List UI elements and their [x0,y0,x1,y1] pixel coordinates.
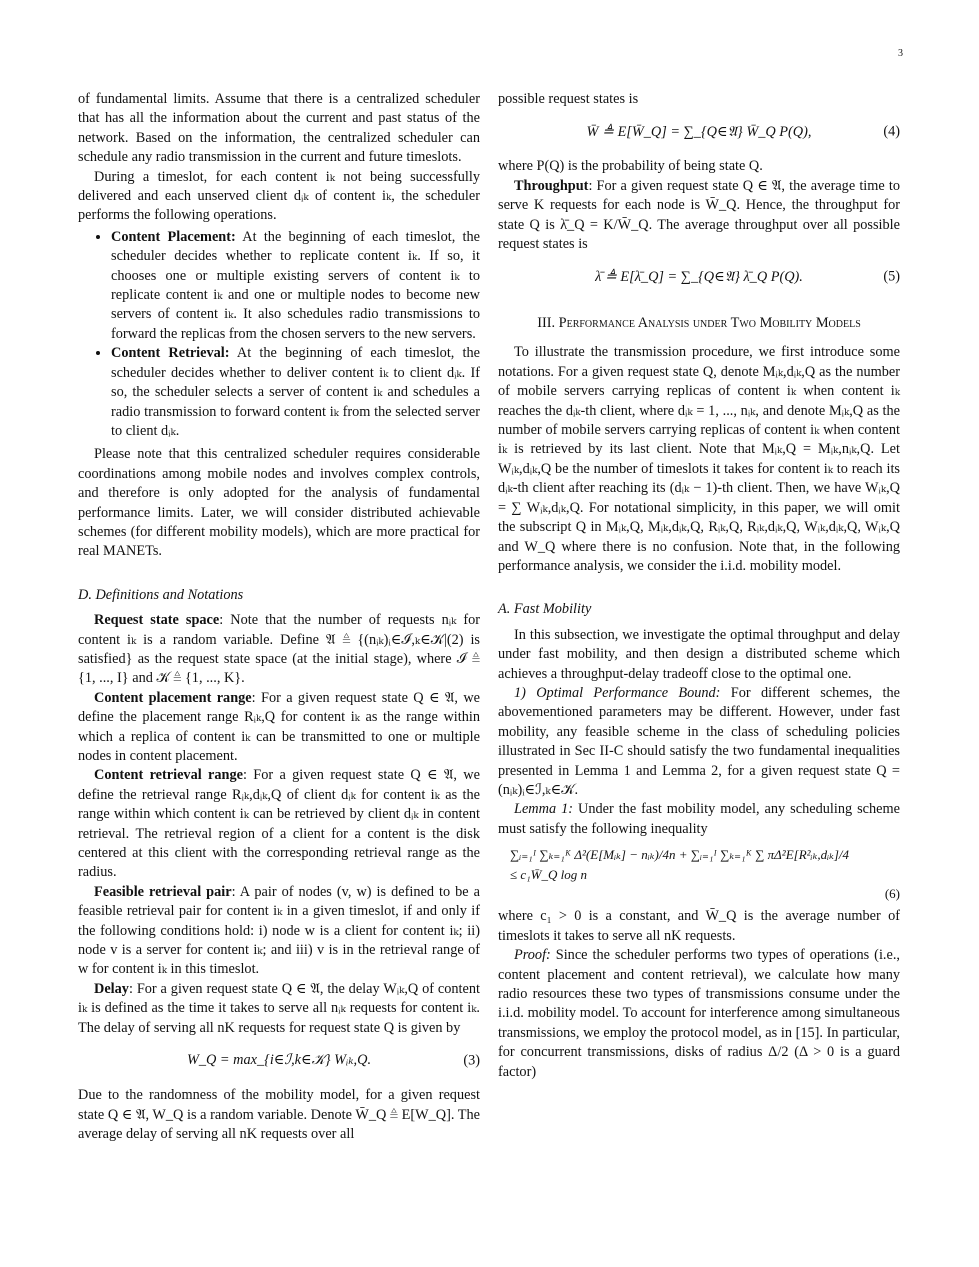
paragraph-text: For different schemes, the abovementioned parameters may be different. However, under fast mobility, any feasible scheme in the class of scheduling policies illustrated in Sec II-C should satisfy the two fundamental inequalities presented in Lemma 1 and Lemma 2, for a given request state Q = (nᵢₖ)ᵢ∈ℐ,ₖ∈𝒦. [498,684,900,798]
bullet-text: At the beginning of each timeslot, the scheduler decides whether to deliver content iₖ to client dᵢₖ. If so, the scheduler selects a server of content iₖ and schedules a radio transmission to forward content iₖ from the selected server to client dᵢₖ. [111,345,480,439]
term: Request state space [94,612,220,629]
bullet-title: Content Retrieval: [111,345,230,362]
list-item [111,344,480,441]
lemma-title: Lemma 1: [514,801,573,818]
equation-3 [78,1042,480,1080]
definition-paragraph [78,883,480,980]
paragraph: To illustrate the transmission procedure, we first introduce some notations. For a given request state Q, denote Mᵢₖ,dᵢₖ,Q as the number of mobile servers carrying replicas of content iₖ when content iₖ reaches the dᵢₖ-th client, where dᵢₖ = 1, ..., nᵢₖ, and denote Mᵢₖ,Q as the number of mobile servers carrying replicas of content iₖ when content iₖ is retrieved by its last client. Note that Mᵢₖ,Q = Mᵢₖ,nᵢₖ,Q. Let Wᵢₖ,dᵢₖ,Q be the number of timeslots it takes for content iₖ to reach its dᵢₖ-th client after reaching its (dᵢₖ − 1)-th client. Then, we have Wᵢₖ,Q = ∑ Wᵢₖ,dᵢₖ,Q. For notational simplicity, in this paper, we will omit the subscript Q in Mᵢₖ,Q, Mᵢₖ,dᵢₖ,Q, Rᵢₖ,Q, Rᵢₖ,dᵢₖ,Q, Wᵢₖ,dᵢₖ,Q, Wᵢₖ,Q and W_Q where there is no confusion. Note that, in the following performance analysis, we consider the i.i.d. mobility model. [498,344,900,574]
equation-expression: λ̄ ≜ E[λ̄_Q] = ∑_{Q∈𝔄} λ̄_Q P(Q). [595,268,803,285]
paragraph: possible request states is [498,91,639,107]
equation-5 [498,258,900,296]
definition-paragraph [78,611,480,689]
lemma-text: Under the fast mobility model, any scheduling scheme must satisfy the following inequality [498,801,900,837]
paragraph: Please note that this centralized scheduler requires considerable coordinations among mobile nodes and involves complex controls, and therefore is only adopted for the analysis of fundamental performance limits. Later, we will consider distributed achievable schemes (for different mobility models), which are more practical for real MANETs. [78,446,480,560]
paragraph: During a timeslot, for each content iₖ not being successfully delivered and each unserved client dᵢₖ of content iₖ, the scheduler performs the following operations. [78,168,480,224]
list-item [111,228,480,344]
definition-text: : A pair of nodes (v, w) is defined to be a feasible retrieval pair for content iₖ in a given timeslot, if and only if the following conditions hold: i) node w is a client for content iₖ; ii) node v is a server for content iₖ; and iii) v is in the retrieval range of w for content iₖ in this timeslot. [78,883,480,978]
definition-text: : For a given request state Q ∈ 𝔄, we define the retrieval range Rᵢₖ,dᵢₖ,Q of client dᵢₖ for content iₖ as the range within which content iₖ can be retrieved by client dᵢₖ in content retrieval. The retrieval region of a client for a content is the disk centered at this client with the corresponding retrieval range as the radius. [78,767,480,881]
page-number: 3 [898,48,903,59]
definition-text: : Note that the number of requests nᵢₖ for content iₖ is a random variable. Define 𝔄 ≜ {(nᵢₖ)ᵢ∈ℐ,ₖ∈𝒦|(2) is satisfied} as the request state space (at the initial stage), where ℐ ≜ {1, ..., I} and 𝒦 ≜ {1, ..., K}. [78,612,480,687]
term: Content retrieval range [94,767,243,784]
definition-paragraph [498,177,900,255]
equation-number: (4) [883,123,900,140]
definition-text: : For a given request state Q ∈ 𝔄, we define the placement range Rᵢₖ,Q for content iₖ as the range within which a replica of content iₖ can be transmitted to one or multiple nodes in content placement. [78,689,481,764]
lemma [498,800,900,839]
equation-expression: W̄ ≜ E[W̄_Q] = ∑_{Q∈𝔄} W̄_Q P(Q), [586,123,812,140]
equation-expression: W_Q = max_{i∈ℐ,k∈𝒦} Wᵢₖ,Q. [186,1052,372,1069]
proof [498,946,900,1082]
subsection-heading: A. Fast Mobility [498,601,592,618]
term: Delay [94,980,129,997]
paragraph: of fundamental limits. Assume that there is a centralized scheduler that has all the information about the current and past status of the network. Based on the information, the centralized scheduler can schedule any radio transmission in the current and future timeslots. [78,91,480,166]
term: Throughput [514,177,589,194]
equation-6 [498,845,900,903]
definition-text: : For a given request state Q ∈ 𝔄, the average time to serve K requests for each node is W̄_Q. Hence, the throughput for state Q is λ̄_Q = K/W̄_Q. The average throughput over all possible request states is [498,177,900,253]
paragraph: where P(Q) is the probability of being state Q. [498,158,763,175]
proof-title: Proof: [514,947,551,964]
right-column [498,90,900,1082]
paragraph: In this subsection, we investigate the optimal throughput and delay under fast mobility, and then design a distributed scheme which achieves a throughput-delay tradeoff close to the optimal one. [498,626,900,682]
definition-paragraph [78,689,480,767]
equation-line: ≤ c₁W̄_Q log n [510,866,588,882]
equation-line: ∑ᵢ₌₁ᴵ ∑ₖ₌₁ᴷ Δ²(E[Mᵢₖ] − nᵢₖ)/4n + ∑ᵢ₌₁ᴵ ∑ₖ₌₁ᴷ ∑ πΔ²E[R²ᵢₖ,dᵢₖ]/4 [510,847,850,863]
paragraph [498,684,900,800]
definition-paragraph [78,766,480,882]
bullet-text: At the beginning of each timeslot, the scheduler decides whether to replicate content iₖ. If so, it chooses one or multiple existing servers of content iₖ to replicate content iₖ and one or multiple nodes to become new servers of content iₖ. It also schedules radio transmissions to forward the replicas from the chosen servers to the new servers. [111,228,480,342]
equation-4 [498,113,900,151]
definition-paragraph [78,980,480,1038]
equation-number: (3) [463,1052,480,1069]
subsection-heading: D. Definitions and Notations [78,586,244,603]
equation-number: (6) [884,886,900,901]
paragraph-title: 1) Optimal Performance Bound: [514,684,721,701]
equation-number: (5) [883,268,900,285]
section-heading: III. Performance Analysis under Two Mobility Models [537,315,861,332]
proof-text: Since the scheduler performs two types of operations (i.e., content placement and content retrieval), we calculate how many radio resources these two types of transmissions consume under the i.i.d. mobility model. To account for interference among simultaneous transmissions, we employ the protocol model, as in [15]. In particular, for concurrent transmissions, disks of radius Δ/2 (Δ > 0 is a guard factor) [498,947,900,1080]
term: Feasible retrieval pair [94,883,232,900]
paragraph: Due to the randomness of the mobility model, for a given request state Q ∈ 𝔄, W_Q is a random variable. Denote W̄_Q ≜ E[W_Q]. The average delay of serving all nK requests over all [78,1087,480,1142]
term: Content placement range [94,689,252,706]
definition-text: : For a given request state Q ∈ 𝔄, the delay Wᵢₖ,Q of content iₖ is defined as the time it takes to serve all nᵢₖ requests for content iₖ. The delay of serving all nK requests for request state Q is given by [78,980,480,1036]
bullet-title: Content Placement: [111,228,236,245]
operations-list [78,228,480,441]
left-column [78,90,480,1144]
paragraph: where c₁ > 0 is a constant, and W̄_Q is the average number of timeslots it takes to serve all nK requests. [498,908,900,944]
